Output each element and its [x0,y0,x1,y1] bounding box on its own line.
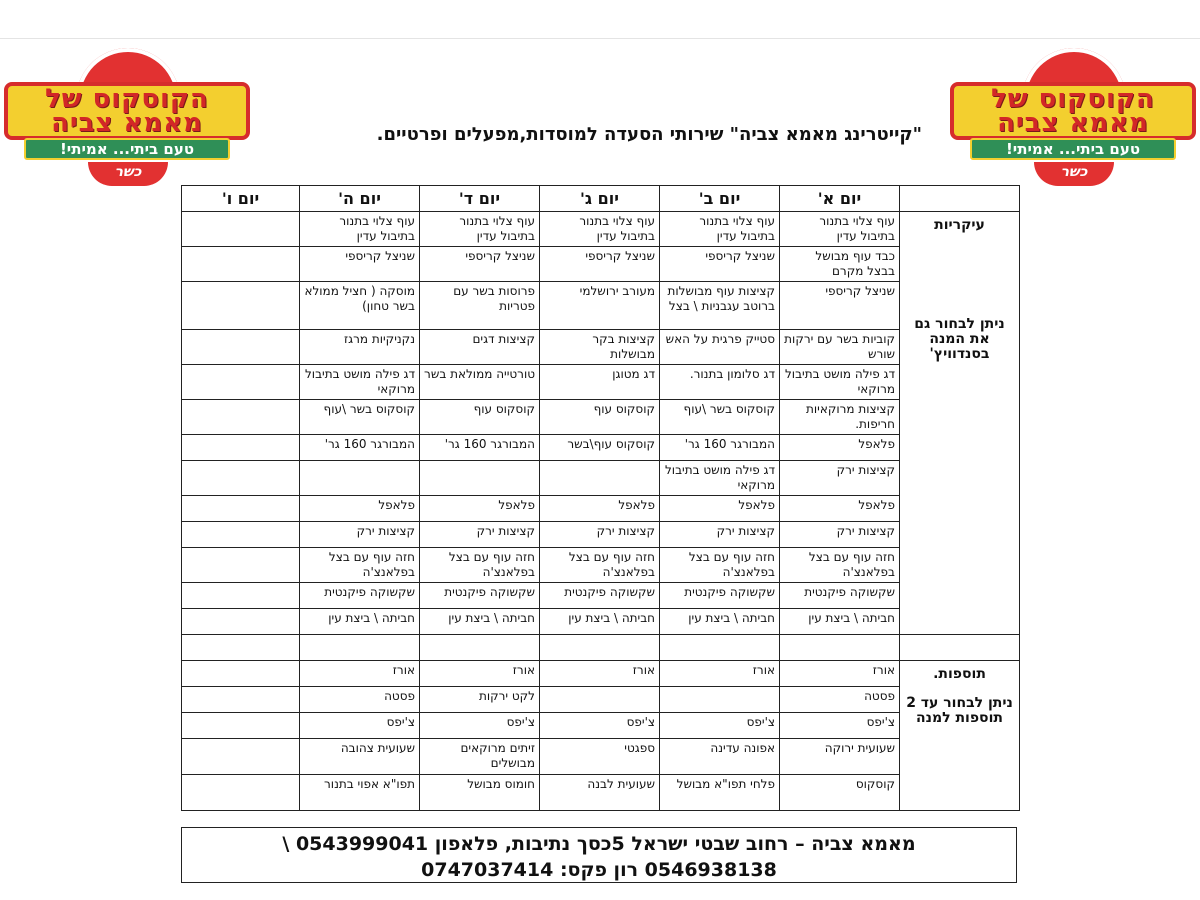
top-divider [0,38,1200,39]
menu-item-cell: המבורגר 160 גר' [660,435,780,461]
menu-item-cell: חביתה \ ביצת עין [540,609,660,635]
mains-row [182,247,1020,282]
menu-item-cell: קוסקוס עוף [420,400,540,435]
menu-item-cell: קציצות ירק [780,522,900,548]
menu-item-cell [182,548,300,583]
mains-category-note: ניתן לבחור גם את המנה בסנדוויץ' [914,316,1005,362]
mains-row [182,522,1020,548]
menu-item-cell: עוף צלוי בתנור בתיבול עדין [540,212,660,247]
menu-item-cell: שעועית צהובה [300,739,420,775]
mains-category-cell [900,212,1020,635]
menu-item-cell: חזה עוף עם בצל בפלאנצ'ה [420,548,540,583]
menu-item-cell: קציצות ירק [300,522,420,548]
menu-item-cell: המבורגר 160 גר' [420,435,540,461]
footer-phone-line: 0546938138 רון פקס: 0747037414 [421,859,777,881]
logo-line1: הקוסקוס של [45,84,209,114]
menu-item-cell: שקשוקה פיקנטית [300,583,420,609]
mains-row [182,212,1020,247]
mains-row [182,435,1020,461]
menu-item-cell [182,775,300,811]
sides-row [182,687,1020,713]
menu-item-cell [660,687,780,713]
menu-item-cell [182,330,300,365]
empty-cell [900,635,1020,661]
menu-item-cell: דג מטוגן [540,365,660,400]
page-headline: "קייטרינג מאמא צביה" שירותי הסעדה למוסדות,מפעלים ופרטיים. [376,124,922,145]
menu-item-cell: שניצל קריספי [780,282,900,330]
menu-item-cell [182,212,300,247]
day-header-row [182,186,1020,212]
footer-address-line: מאמא צביה – רחוב שבטי ישראל 5כסך נתיבות, פלאפון 0543999041 \ [282,833,916,855]
menu-item-cell [182,522,300,548]
mains-row [182,365,1020,400]
menu-item-cell: קציצות מרוקאיות חריפות. [780,400,900,435]
menu-item-cell: מוסקה ( חציל ממולא בשר טחון) [300,282,420,330]
menu-item-cell: עוף צלוי בתנור בתיבול עדין [780,212,900,247]
logo-line2: מאמא צביה [997,108,1149,138]
menu-item-cell: פלאפל [540,496,660,522]
menu-item-cell: כבד עוף מבושל בבצל מקרם [780,247,900,282]
menu-item-cell: עוף צלוי בתנור בתיבול עדין [660,212,780,247]
menu-item-cell: קציצות בקר מבושלות [540,330,660,365]
logo-tagline: טעם ביתי... אמיתי! [970,138,1176,160]
menu-item-cell: פסטה [780,687,900,713]
menu-item-cell [182,687,300,713]
menu-item-cell: סטייק פרגית על האש [660,330,780,365]
menu-item-cell [182,739,300,775]
menu-item-cell: תפו"א אפוי בתנור [300,775,420,811]
menu-item-cell: קציצות ירק [540,522,660,548]
menu-item-cell [182,247,300,282]
menu-item-cell: פלחי תפו"א מבושל [660,775,780,811]
menu-item-cell [182,496,300,522]
logo-line2: מאמא צביה [51,108,203,138]
menu-item-cell: חומוס מבושל [420,775,540,811]
menu-item-cell: פרוסות בשר עם פטריות [420,282,540,330]
menu-item-cell: לקט ירקות [420,687,540,713]
menu-item-cell [420,461,540,496]
menu-item-cell: אפונה עדינה [660,739,780,775]
menu-item-cell: שעועית ירוקה [780,739,900,775]
menu-item-cell: חזה עוף עם בצל בפלאנצ'ה [540,548,660,583]
menu-item-cell: אורז [660,661,780,687]
menu-item-cell: שניצל קריספי [660,247,780,282]
menu-item-cell: קציצות ירק [780,461,900,496]
mains-row [182,461,1020,496]
menu-item-cell: פלאפל [300,496,420,522]
logo-tagline: טעם ביתי... אמיתי! [24,138,230,160]
menu-item-cell: זיתים מרוקאים מבושלים [420,739,540,775]
menu-item-cell [182,661,300,687]
empty-cell [780,635,900,661]
sides-row [182,739,1020,775]
menu-item-cell: קציצות דגים [420,330,540,365]
menu-item-cell: אורז [780,661,900,687]
menu-item-cell [182,583,300,609]
day-header: יום א' [780,186,900,212]
mains-row [182,400,1020,435]
menu-item-cell [540,687,660,713]
menu-item-cell: אורז [420,661,540,687]
menu-item-cell: ספגטי [540,739,660,775]
brand-logo-right [950,48,1196,190]
menu-item-cell: שקשוקה פיקנטית [660,583,780,609]
logo-kosher-mark: כשר [88,162,168,186]
brand-logo-left [4,48,250,190]
menu-item-cell [540,461,660,496]
menu-item-cell [182,400,300,435]
day-header: יום ב' [660,186,780,212]
logo-kosher-mark: כשר [1034,162,1114,186]
menu-item-cell: שקשוקה פיקנטית [780,583,900,609]
section-spacer-row [182,635,1020,661]
menu-item-cell: דג פילה מושט בתיבול מרוקאי [660,461,780,496]
mains-row [182,583,1020,609]
menu-item-cell [182,713,300,739]
menu-item-cell [182,435,300,461]
menu-item-cell: צ'יפס [300,713,420,739]
menu-item-cell: מעורב ירושלמי [540,282,660,330]
menu-item-cell: שקשוקה פיקנטית [540,583,660,609]
menu-item-cell: קוסקוס עוף [540,400,660,435]
empty-cell [300,635,420,661]
menu-item-cell: אורז [540,661,660,687]
menu-item-cell: עוף צלוי בתנור בתיבול עדין [420,212,540,247]
menu-item-cell [182,609,300,635]
menu-item-cell: פלאפל [780,435,900,461]
mains-row [182,496,1020,522]
mains-row [182,282,1020,330]
menu-item-cell: צ'יפס [660,713,780,739]
menu-item-cell: צ'יפס [780,713,900,739]
menu-item-cell: דג סלומון בתנור. [660,365,780,400]
empty-cell [540,635,660,661]
menu-item-cell: קוסקוס בשר \עוף [660,400,780,435]
empty-cell [420,635,540,661]
menu-item-cell: נקניקיות מרגז [300,330,420,365]
sides-category-cell [900,661,1020,811]
menu-item-cell: קוסקוס [780,775,900,811]
menu-item-cell: שניצל קריספי [300,247,420,282]
day-header: יום ד' [420,186,540,212]
menu-item-cell: שניצל קריספי [540,247,660,282]
menu-item-cell [182,461,300,496]
menu-item-cell: קוסקוס עוף\בשר [540,435,660,461]
menu-item-cell: אורז [300,661,420,687]
day-header: יום ג' [540,186,660,212]
menu-item-cell: שניצל קריספי [420,247,540,282]
sides-category-note: ניתן לבחור עד 2 תוספות למנה [906,695,1013,726]
mains-row [182,548,1020,583]
menu-item-cell: שעועית לבנה [540,775,660,811]
menu-item-cell: קציצות ירק [660,522,780,548]
sides-category-title: תוספות. [933,666,986,682]
menu-item-cell: טורטייה ממולאת בשר [420,365,540,400]
weekly-menu-table [181,185,1020,811]
corner-cell [900,186,1020,212]
menu-item-cell: דג פילה מושט בתיבול מרוקאי [780,365,900,400]
empty-cell [182,635,300,661]
menu-item-cell: חזה עוף עם בצל בפלאנצ'ה [300,548,420,583]
menu-item-cell: פלאפל [780,496,900,522]
mains-category-title: עיקריות [934,217,985,233]
menu-item-cell: קוסקוס בשר \עוף [300,400,420,435]
mains-row [182,609,1020,635]
menu-item-cell: קוביות בשר עם ירקות שורש [780,330,900,365]
menu-item-cell: עוף צלוי בתנור בתיבול עדין [300,212,420,247]
menu-item-cell: קציצות עוף מבושלות ברוטב עגבניות \ בצל [660,282,780,330]
menu-item-cell: פלאפל [420,496,540,522]
mains-row [182,330,1020,365]
menu-item-cell: חביתה \ ביצת עין [300,609,420,635]
logo-plate [4,82,250,140]
menu-item-cell: חביתה \ ביצת עין [780,609,900,635]
sides-row [182,775,1020,811]
logo-plate [950,82,1196,140]
menu-item-cell: חביתה \ ביצת עין [420,609,540,635]
menu-item-cell: שקשוקה פיקנטית [420,583,540,609]
sides-row [182,713,1020,739]
day-header: יום ו' [182,186,300,212]
menu-item-cell: המבורגר 160 גר' [300,435,420,461]
logo-line1: הקוסקוס של [991,84,1155,114]
menu-item-cell: חביתה \ ביצת עין [660,609,780,635]
menu-item-cell: צ'יפס [420,713,540,739]
menu-item-cell: חזה עוף עם בצל בפלאנצ'ה [660,548,780,583]
menu-item-cell: פסטה [300,687,420,713]
sides-row [182,661,1020,687]
menu-item-cell: קציצות ירק [420,522,540,548]
menu-item-cell: חזה עוף עם בצל בפלאנצ'ה [780,548,900,583]
menu-item-cell [300,461,420,496]
menu-item-cell [182,365,300,400]
menu-item-cell: דג פילה מושט בתיבול מרוקאי [300,365,420,400]
empty-cell [660,635,780,661]
menu-item-cell [182,282,300,330]
contact-footer [181,827,1017,883]
menu-item-cell: פלאפל [660,496,780,522]
menu-item-cell: צ'יפס [540,713,660,739]
day-header: יום ה' [300,186,420,212]
